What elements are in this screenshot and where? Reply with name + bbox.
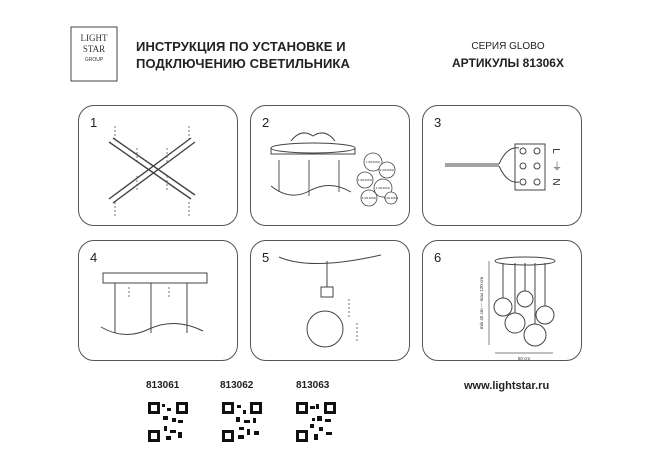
step-number: 3 — [434, 115, 442, 130]
title-line-1: ИНСТРУКЦИЯ ПО УСТАНОВКЕ И — [136, 39, 346, 54]
step-panel-4 — [78, 240, 238, 361]
page-title — [136, 38, 350, 72]
bulb-label-6: 6 (813063) — [383, 196, 399, 200]
logo-line-1: LIGHT — [80, 33, 108, 43]
step-panel-6 — [422, 240, 582, 361]
qr-code-813062[interactable] — [222, 402, 262, 442]
articles-label: АРТИКУЛЫ 81306X — [452, 56, 564, 70]
bulb-label-4: 4 (813061) — [375, 186, 391, 190]
bulb-label-5: 5 (813062) — [361, 196, 377, 200]
website-link[interactable]: www.lightstar.ru — [464, 380, 550, 392]
bulb-label-2: 2 (813062) — [379, 168, 395, 172]
step-panel-1 — [78, 105, 238, 226]
bulb-fitting-illustration — [251, 241, 410, 361]
step-number: 1 — [90, 115, 98, 130]
step-panel-2 — [250, 105, 410, 226]
article-code-3: 813063 — [296, 380, 330, 391]
article-code-2: 813062 — [220, 380, 254, 391]
terminal-label-ground: ⏚ — [552, 162, 562, 173]
crossbar-mount-illustration — [79, 106, 238, 226]
logo-line-3: GROUP — [84, 57, 104, 63]
canopy-fixing-illustration — [79, 241, 238, 361]
bulb-label-3: 3 (813063) — [357, 178, 373, 182]
qr-code-813063[interactable] — [296, 402, 336, 442]
terminal-label-l: L — [550, 148, 561, 154]
series-label: СЕРИЯ GLOBO — [471, 41, 545, 52]
title-line-2: ПОДКЛЮЧЕНИЮ СВЕТИЛЬНИКА — [136, 56, 350, 71]
height-dimension-label: min 45 cm — max 120 cm — [479, 276, 484, 330]
canopy-assembly-illustration — [251, 106, 410, 226]
terminal-label-n: N — [550, 178, 561, 186]
step-number: 2 — [262, 115, 270, 130]
article-code-1: 813061 — [146, 380, 180, 391]
dimensions-illustration — [423, 241, 582, 361]
step-panel-5 — [250, 240, 410, 361]
logo-line-2: STAR — [82, 44, 106, 54]
step-number: 6 — [434, 250, 442, 265]
step-number: 5 — [262, 250, 270, 265]
bulb-label-1: 1 (813061) — [365, 160, 381, 164]
wiring-illustration — [423, 106, 582, 226]
width-dimension-label: 50 cm — [517, 356, 531, 361]
series-block — [452, 38, 564, 72]
qr-code-813061[interactable] — [148, 402, 188, 442]
brand-logo — [70, 26, 118, 82]
step-panel-3 — [422, 105, 582, 226]
step-number: 4 — [90, 250, 98, 265]
